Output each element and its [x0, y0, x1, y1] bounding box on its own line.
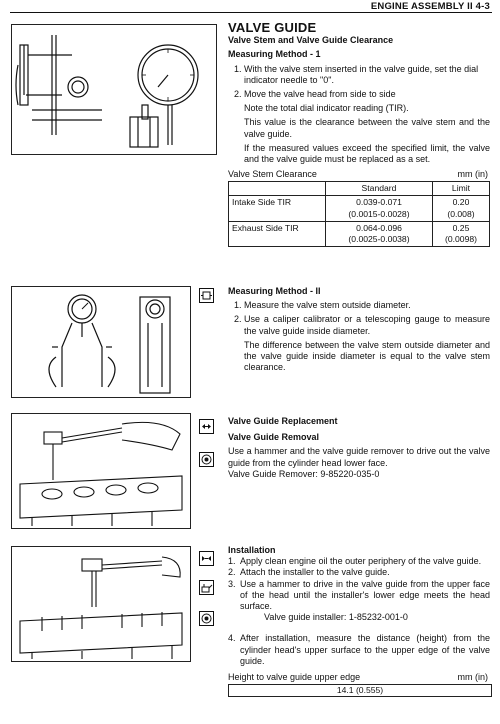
- clearance-table: [228, 181, 490, 247]
- figure-caliper-gauge: [11, 286, 191, 398]
- figure-guide-installation: [11, 546, 191, 662]
- height-caption: Height to valve guide upper edge mm (in): [228, 672, 488, 683]
- installer-tool: Valve guide installer: 1-85232-001-0: [264, 612, 408, 623]
- page-header: [0, 0, 500, 14]
- method-2-note: The difference between the valve stem outside diameter and the valve guide inside diameter is equal to the valve stem clearance.: [244, 339, 490, 373]
- note-tir: Note the total dial indicator reading (TIR).: [244, 103, 409, 114]
- section-guide-replacement: [228, 416, 490, 480]
- install-step-2: 2. Attach the installer to the valve guide.: [228, 567, 390, 578]
- figure-dial-indicator: [11, 24, 217, 155]
- figure-guide-removal: [11, 413, 191, 529]
- section-valve-guide: [228, 22, 490, 247]
- note-clearance: This value is the clearance between the valve stem and the valve guide.: [244, 117, 490, 139]
- install-step-3: 3. Use a hammer to drive in the valve guide from the upper face of the head until the installer's lower edge meets the head surface.: [228, 578, 490, 612]
- table-caption: Valve Stem Clearance mm (in): [228, 169, 488, 180]
- method-1-title: Measuring Method - 1: [228, 49, 321, 60]
- install-step-4: 4. After installation, measure the distance (height) from the cylinder head's upper surface to the upper edge of the valve guide.: [228, 633, 490, 666]
- installation-illustration: [12, 547, 190, 661]
- section-installation: [228, 545, 490, 697]
- table-row: Exhaust Side TIR 0.064-0.096 (0.0025-0.0038) 0.25 (0.0098): [229, 221, 490, 246]
- section-heading: VALVE GUIDE: [228, 20, 317, 35]
- note-limit: If the measured values exceed the specified limit, the valve and the valve guide must be replaced as a set.: [244, 142, 490, 165]
- oil-can-icon: [199, 580, 214, 595]
- tool-icon: [199, 611, 214, 626]
- measure-icon: [199, 288, 214, 303]
- header-rule: [10, 12, 492, 13]
- section-method-2: [228, 286, 490, 373]
- install-arrows-icon: [199, 551, 214, 566]
- page-header-title: ENGINE ASSEMBLY II 4-3: [370, 1, 490, 12]
- section-subheading: Valve Stem and Valve Guide Clearance: [228, 35, 394, 46]
- method-2-title: Measuring Method - II: [228, 286, 321, 296]
- height-value-box: 14.1 (0.555): [228, 684, 492, 697]
- method-2-step-1: 1. Measure the valve stem outside diameter.: [234, 300, 411, 311]
- table-row: Intake Side TIR 0.039-0.071 (0.0015-0.0028) 0.20 (0.008): [229, 196, 490, 221]
- installation-heading: Installation: [228, 545, 276, 555]
- table-header-row: Standard Limit: [229, 182, 490, 196]
- removal-subheading: Valve Guide Removal: [228, 432, 320, 443]
- replacement-heading: Valve Guide Replacement: [228, 416, 338, 426]
- removal-tool: Valve Guide Remover: 9-85220-035-0: [228, 468, 380, 479]
- caliper-illustration: [12, 287, 190, 397]
- tool-icon: [199, 452, 214, 467]
- step-2: 2. Move the valve head from side to side: [234, 89, 396, 100]
- install-step-1: 1. Apply clean engine oil the outer periphery of the valve guide.: [228, 556, 482, 567]
- step-1: 1. With the valve stem inserted in the valve guide, set the dial indicator needle to "0".: [234, 63, 479, 85]
- removal-illustration: [12, 414, 190, 528]
- method-2-step-2: 2. Use a caliper calibrator or a telescoping gauge to measure the valve guide inside diameter.: [234, 314, 490, 336]
- remove-arrows-icon: [199, 419, 214, 434]
- removal-text: Use a hammer and the valve guide remover to drive out the valve guide from the cylinder head lower face.: [228, 446, 490, 468]
- dial-indicator-illustration: [12, 25, 216, 154]
